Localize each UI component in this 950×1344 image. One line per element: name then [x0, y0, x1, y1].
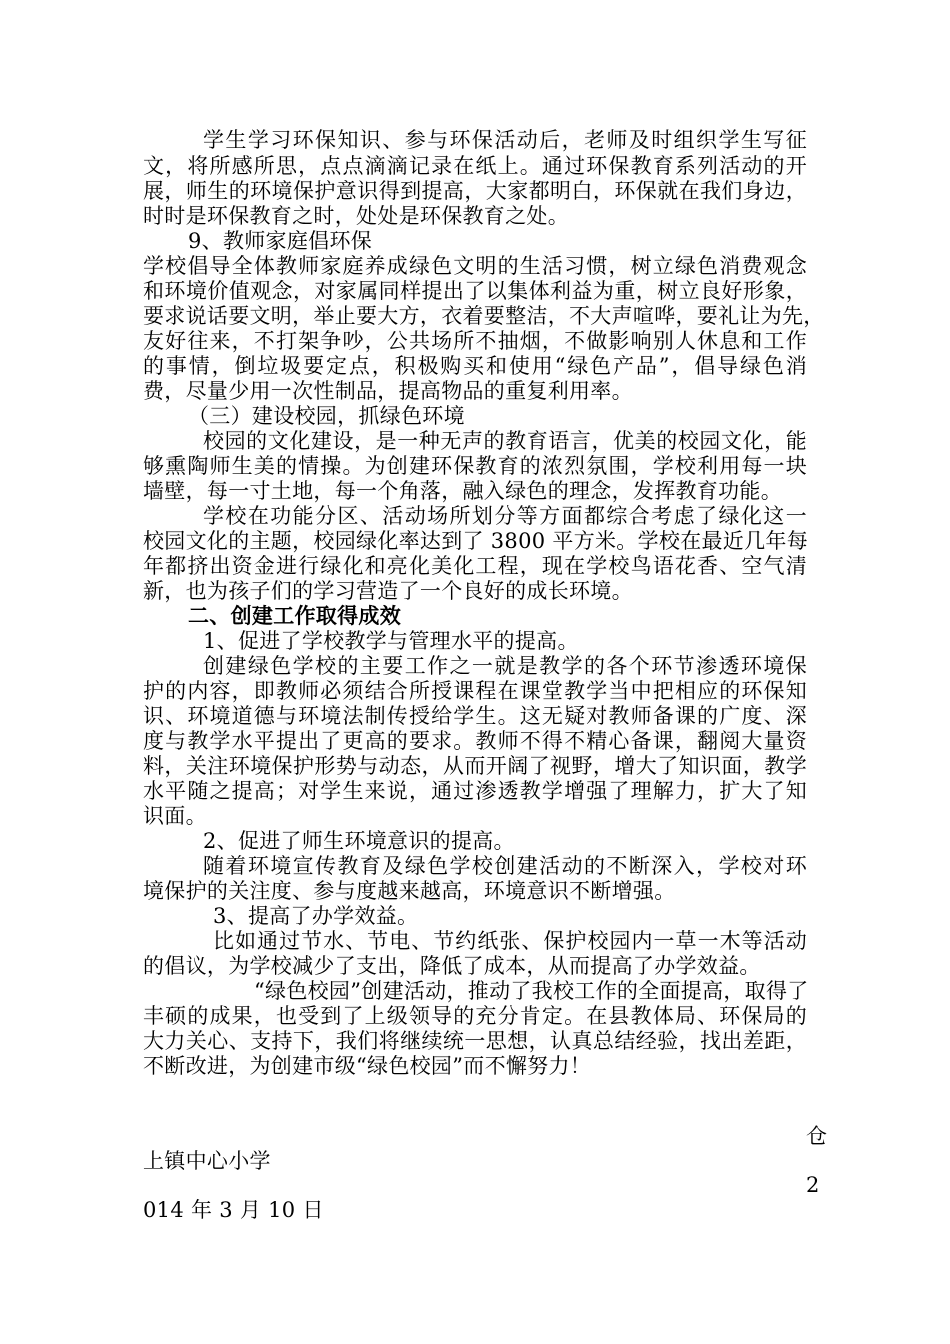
paragraph-line: 的倡议，为学校减少了支出，降低了成本，从而提高了办学效益。	[143, 954, 761, 978]
paragraph-line: 学校在功能分区、活动场所划分等方面都综合考虑了绿化这一	[203, 504, 807, 528]
paragraph-line: 费，尽量少用一次性制品，提高物品的重复利用率。	[143, 379, 633, 403]
paragraph-line: 文，将所感所思，点点滴滴记录在纸上。通过环保教育系列活动的开	[143, 154, 807, 178]
paragraph-line: 年都挤出资金进行绿化和亮化美化工程，现在学校鸟语花香、空气清	[143, 554, 807, 578]
paragraph-line: 护的内容，即教师必须结合所授课程在课堂教学当中把相应的环保知	[143, 679, 807, 703]
paragraph-line: 境保护的关注度、参与度越来越高，环境意识不断增强。	[143, 879, 676, 903]
subsection-heading: 3、提高了办学效益。	[213, 904, 419, 928]
subsection-heading: 2、促进了师生环境意识的提高。	[203, 829, 515, 853]
paragraph-line: 识、环境道德与环境法制传授给学生。这无疑对教师备课的广度、深	[143, 704, 807, 728]
paragraph-line: 大力关心、支持下，我们将继续统一思想，认真总结经验，找出差距，	[143, 1029, 807, 1053]
section-heading: 二、创建工作取得成效	[188, 603, 401, 628]
section-heading: 9、教师家庭倡环保	[188, 229, 373, 253]
paragraph-line: 够熏陶师生美的情操。为创建环保教育的浓烈氛围，学校利用每一块	[143, 454, 807, 478]
paragraph-line: 墙壁，每一寸土地，每一个角落，融入绿色的理念，发挥教育功能。	[143, 479, 782, 503]
paragraph-line: 比如通过节水、节电、节约纸张、保护校园内一草一木等活动	[213, 929, 807, 953]
section-heading: （三）建设校园，抓绿色环境	[188, 404, 465, 428]
paragraph-line: 创建绿色学校的主要工作之一就是教学的各个环节渗透环境保	[203, 654, 807, 678]
paragraph-line: “绿色校园”创建活动，推动了我校工作的全面提高，取得了	[254, 979, 809, 1003]
paragraph-line: 识面。	[143, 804, 207, 828]
subsection-heading: 1、促进了学校教学与管理水平的提高。	[203, 629, 579, 653]
paragraph-line: 友好往来，不打架争吵，公共场所不抽烟，不做影响别人休息和工作	[143, 329, 807, 353]
signature-fragment: 仓	[806, 1124, 827, 1148]
paragraph-line: 学生学习环保知识、参与环保活动后，老师及时组织学生写征	[203, 128, 807, 152]
paragraph-line: 料，关注环境保护形势与动态，从而开阔了视野，增大了知识面，教学	[143, 754, 807, 778]
paragraph-line: 丰硕的成果，也受到了上级领导的充分肯定。在县教体局、环保局的	[143, 1004, 807, 1028]
paragraph-line: 新，也为孩子们的学习营造了一个良好的成长环境。	[143, 579, 633, 603]
paragraph-line: 和环境价值观念，对家属同样提出了以集体利益为重，树立良好形象，	[143, 279, 807, 303]
paragraph-line: 校园文化的主题，校园绿化率达到了 3800 平方米。学校在最近几年每	[143, 529, 808, 553]
paragraph-line: 水平随之提高；对学生来说，通过渗透教学增强了理解力，扩大了知	[143, 779, 807, 803]
paragraph-line: 展，师生的环境保护意识得到提高，大家都明白，环保就在我们身边，	[143, 179, 807, 203]
paragraph-line: 时时是环保教育之时，处处是环保教育之处。	[143, 204, 569, 228]
paragraph-line: 要求说话要文明，举止要大方，衣着要整洁，不大声喧哗，要礼让为先，	[143, 304, 825, 328]
signature-fragment: 2	[806, 1173, 820, 1197]
paragraph-line: 学校倡导全体教师家庭养成绿色文明的生活习惯，树立绿色消费观念	[143, 254, 807, 278]
paragraph-line: 不断改进，为创建市级“绿色校园”而不懈努力！	[143, 1054, 592, 1078]
paragraph-line: 随着环境宣传教育及绿色学校创建活动的不断深入，学校对环	[203, 854, 807, 878]
paragraph-line: 的事情，倒垃圾要定点，积极购买和使用“绿色产品”，倡导绿色消	[143, 354, 807, 378]
signature-date: 014 年 3 月 10 日	[143, 1198, 324, 1222]
paragraph-line: 度与教学水平提出了更高的要求。教师不得不精心备课，翻阅大量资	[143, 729, 807, 753]
paragraph-line: 校园的文化建设，是一种无声的教育语言，优美的校园文化，能	[203, 429, 807, 453]
signature-school: 上镇中心小学	[143, 1149, 271, 1173]
